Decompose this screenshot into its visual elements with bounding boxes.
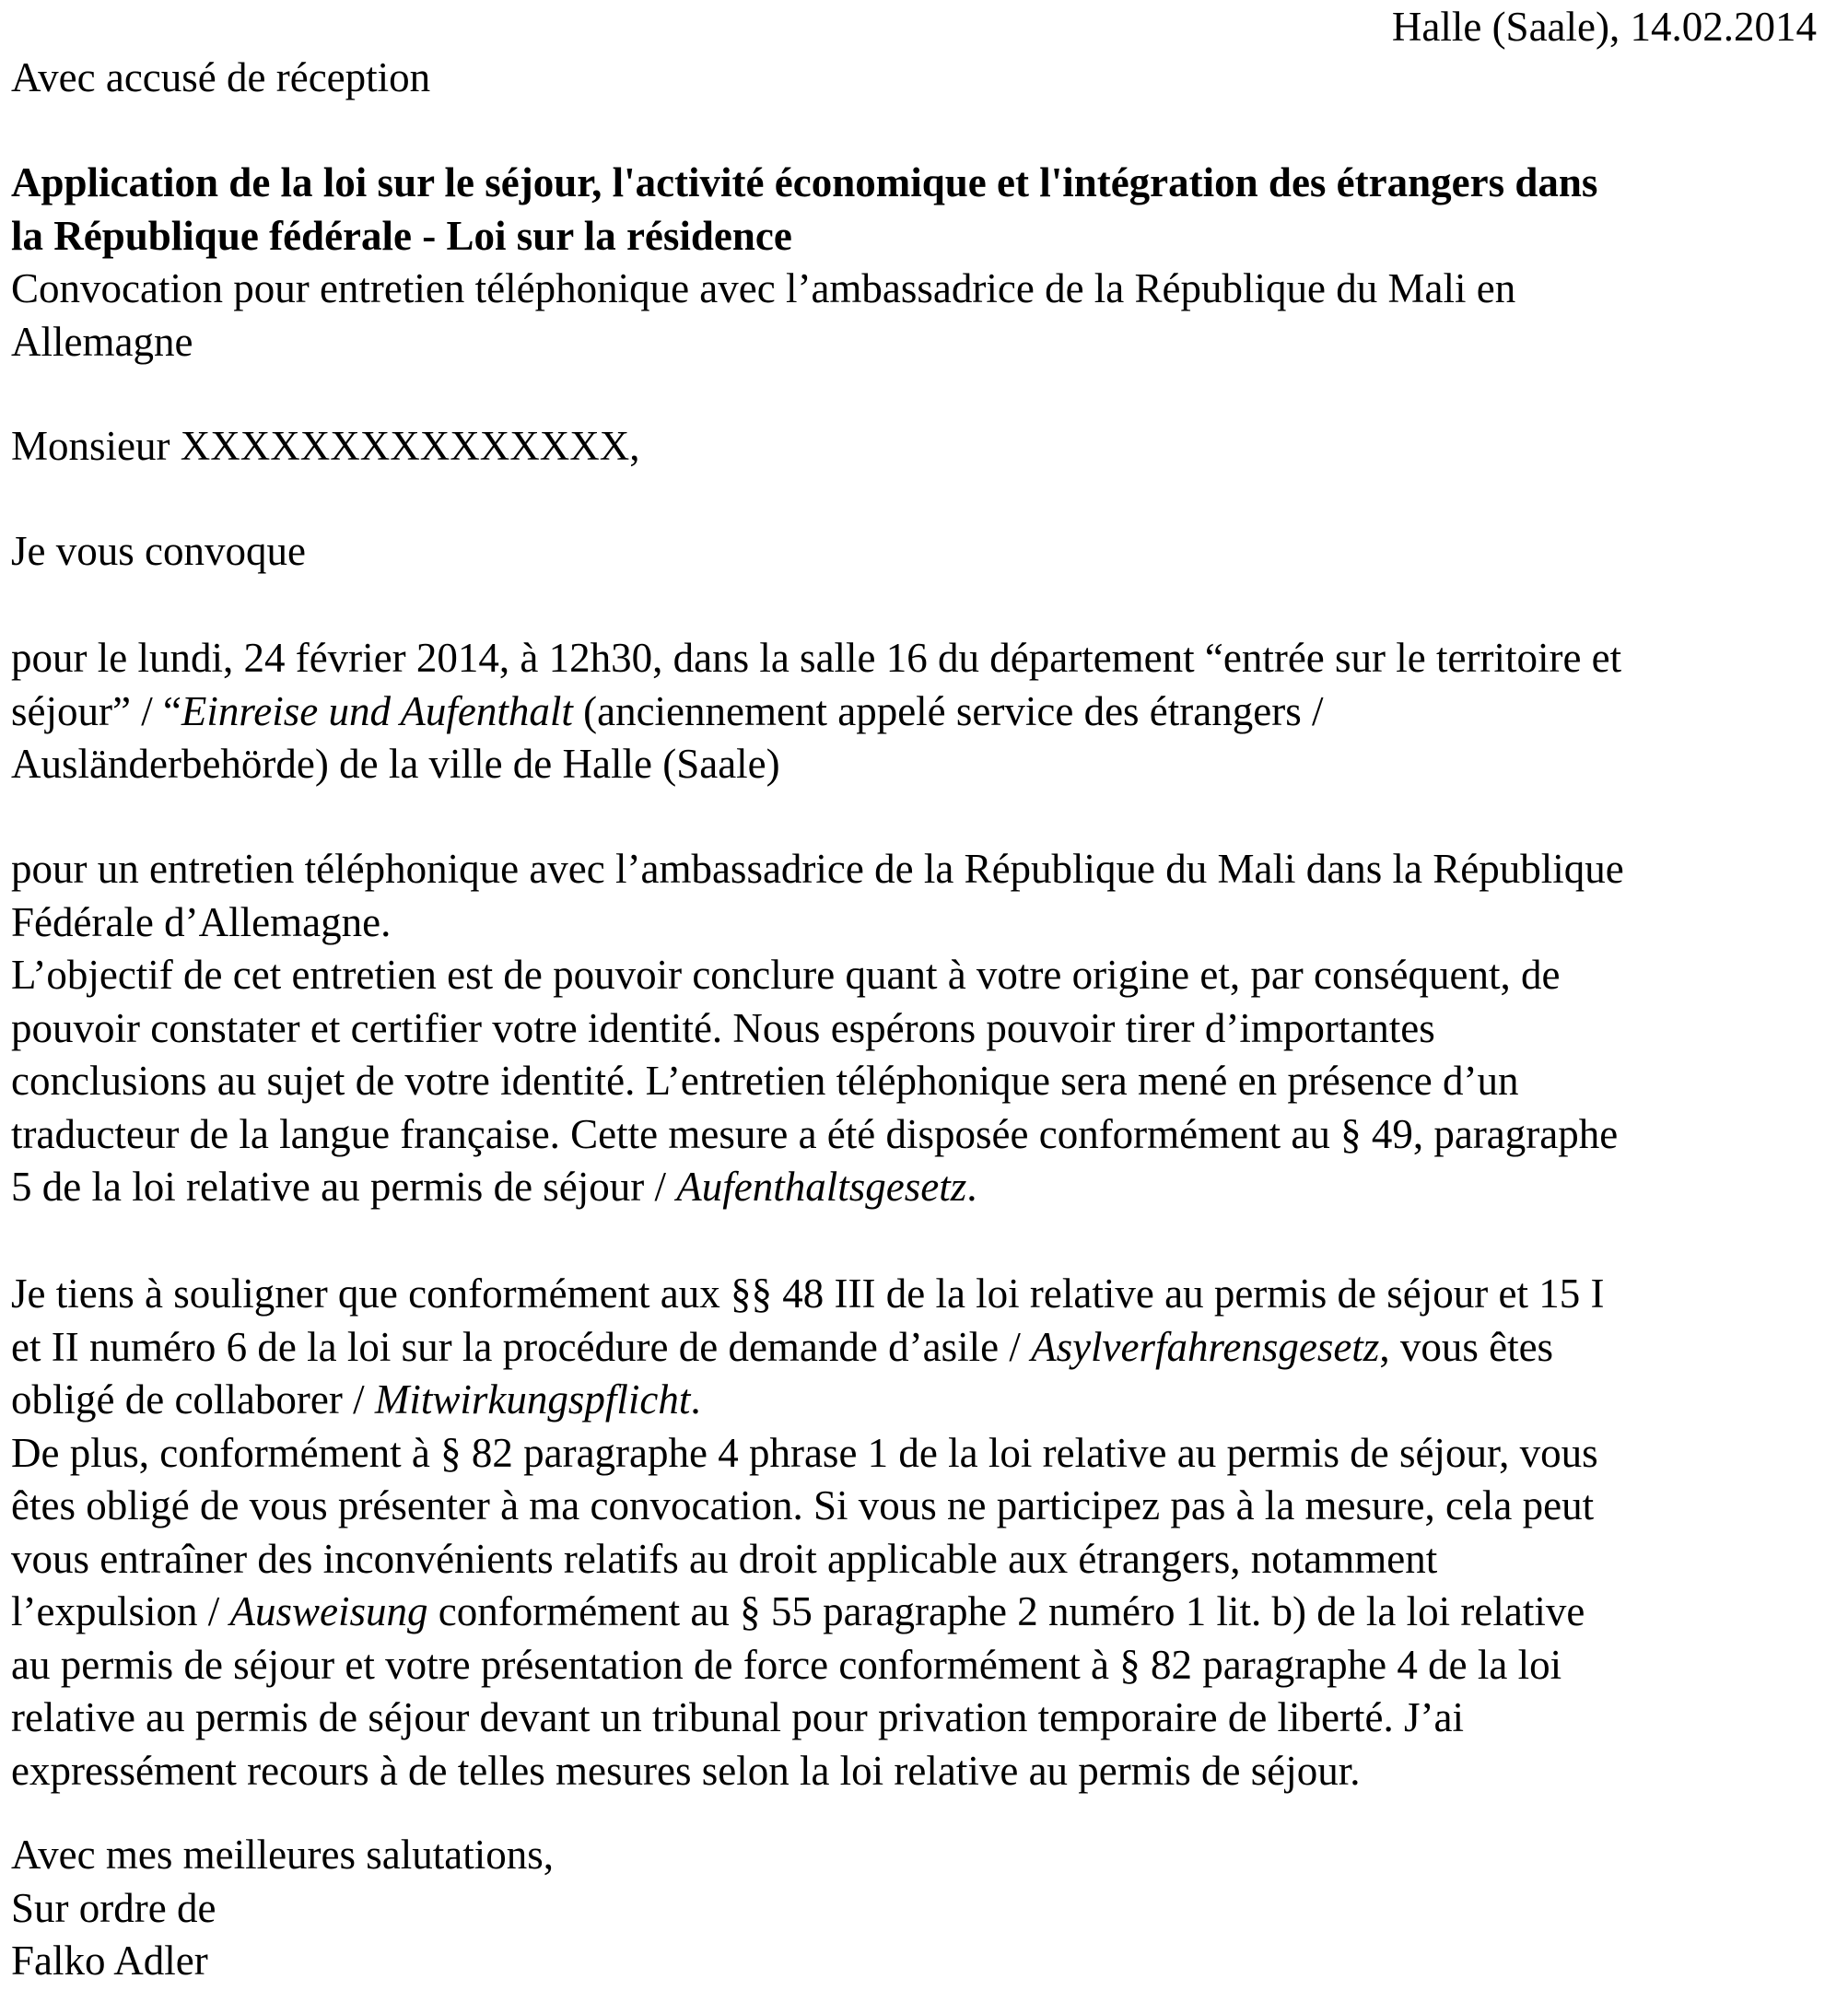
closing-block bbox=[11, 1829, 1817, 1988]
italic-term: Einreise und Aufenthalt bbox=[181, 687, 573, 734]
obligation-line bbox=[11, 1321, 1817, 1375]
text-run: l’expulsion / bbox=[11, 1588, 230, 1634]
reference-line: Allemagne bbox=[11, 318, 193, 365]
appointment-line: Ausländerbehörde) de la ville de Halle (Saale) bbox=[11, 741, 780, 787]
appointment-line: pour le lundi, 24 février 2014, à 12h30, dans la salle 16 du département “entrée sur le territoire et bbox=[11, 635, 1622, 681]
text-run: . bbox=[690, 1376, 701, 1423]
obligation-line bbox=[11, 1374, 1817, 1427]
italic-term: Ausweisung bbox=[229, 1588, 428, 1634]
closing-greeting: Avec mes meilleures salutations, bbox=[11, 1832, 554, 1878]
text-run: 5 de la loi relative au permis de séjour / bbox=[11, 1164, 677, 1210]
reference-line: Convocation pour entretien téléphonique avec l’ambassadrice de la République du Mali en bbox=[11, 265, 1516, 311]
signatory-name: Falko Adler bbox=[11, 1938, 208, 1984]
purpose-line: pour un entretien téléphonique avec l’ambassadrice de la République du Mali dans la République bbox=[11, 846, 1624, 892]
text-run: conformément au § 55 paragraphe 2 numéro 1 lit. b) de la loi relative bbox=[427, 1588, 1585, 1634]
obligation-line: relative au permis de séjour devant un tribunal pour privation temporaire de liberté. J’ai bbox=[11, 1694, 1464, 1740]
italic-term: Aufenthaltsgesetz bbox=[676, 1164, 967, 1210]
subject-block bbox=[11, 157, 1817, 369]
subject-line: Application de la loi sur le séjour, l'activité économique et l'intégration des étrangers dans bbox=[11, 159, 1598, 205]
obligation-line: Je tiens à souligner que conformément aux §§ 48 III de la loi relative au permis de séjour et 15 I bbox=[11, 1270, 1605, 1317]
summon-paragraph bbox=[11, 525, 1817, 579]
purpose-line: traducteur de la langue française. Cette mesure a été disposée conformément au § 49, paragraphe bbox=[11, 1110, 1619, 1157]
letter-date: Halle (Saale), 14.02.2014 bbox=[1391, 4, 1817, 50]
purpose-line: conclusions au sujet de votre identité. L’entretien téléphonique sera mené en présence d’un bbox=[11, 1058, 1519, 1104]
obligation-line: au permis de séjour et votre présentation de force conformément à § 82 paragraphe 4 de la loi bbox=[11, 1641, 1562, 1688]
purpose-line: pouvoir constater et certifier votre identité. Nous espérons pouvoir tirer d’importantes bbox=[11, 1004, 1435, 1051]
obligation-line: expressément recours à de telles mesures selon la loi relative au permis de séjour. bbox=[11, 1747, 1361, 1794]
obligation-line: De plus, conformément à § 82 paragraphe 4 phrase 1 de la loi relative au permis de séjour, vous bbox=[11, 1429, 1598, 1476]
delivery-note: Avec accusé de réception bbox=[11, 54, 431, 100]
salutation-text: Monsieur XXXXXXXXXXXXXXX, bbox=[11, 423, 640, 469]
text-run: . bbox=[966, 1164, 977, 1210]
closing-order: Sur ordre de bbox=[11, 1884, 216, 1931]
purpose-line: L’objectif de cet entretien est de pouvoir conclure quant à votre origine et, par conséquent, de bbox=[11, 952, 1561, 998]
text-run: , vous êtes bbox=[1379, 1323, 1554, 1370]
text-run: (anciennement appelé service des étrangers / bbox=[572, 687, 1324, 734]
summon-text: Je vous convoque bbox=[11, 528, 306, 574]
obligation-line: êtes obligé de vous présenter à ma convocation. Si vous ne participez pas à la mesure, cela peut bbox=[11, 1482, 1595, 1528]
appointment-paragraph bbox=[11, 632, 1817, 791]
text-run: obligé de collaborer / bbox=[11, 1376, 375, 1423]
appointment-line bbox=[11, 685, 1817, 739]
purpose-paragraph bbox=[11, 843, 1817, 1214]
italic-term: Asylverfahrensgesetz bbox=[1031, 1323, 1380, 1370]
obligation-line: vous entraîner des inconvénients relatifs au droit applicable aux étrangers, notamment bbox=[11, 1535, 1438, 1582]
obligation-paragraph bbox=[11, 1268, 1817, 1797]
salutation bbox=[11, 420, 1817, 474]
purpose-line: Fédérale d’Allemagne. bbox=[11, 898, 392, 945]
purpose-line bbox=[11, 1161, 1817, 1214]
italic-term: Mitwirkungspflicht bbox=[374, 1376, 691, 1423]
text-run: séjour” / “ bbox=[11, 687, 181, 734]
obligation-line bbox=[11, 1586, 1817, 1639]
text-run: et II numéro 6 de la loi sur la procédure de demande d’asile / bbox=[11, 1323, 1032, 1370]
subject-line: la République fédérale - Loi sur la résidence bbox=[11, 212, 792, 259]
